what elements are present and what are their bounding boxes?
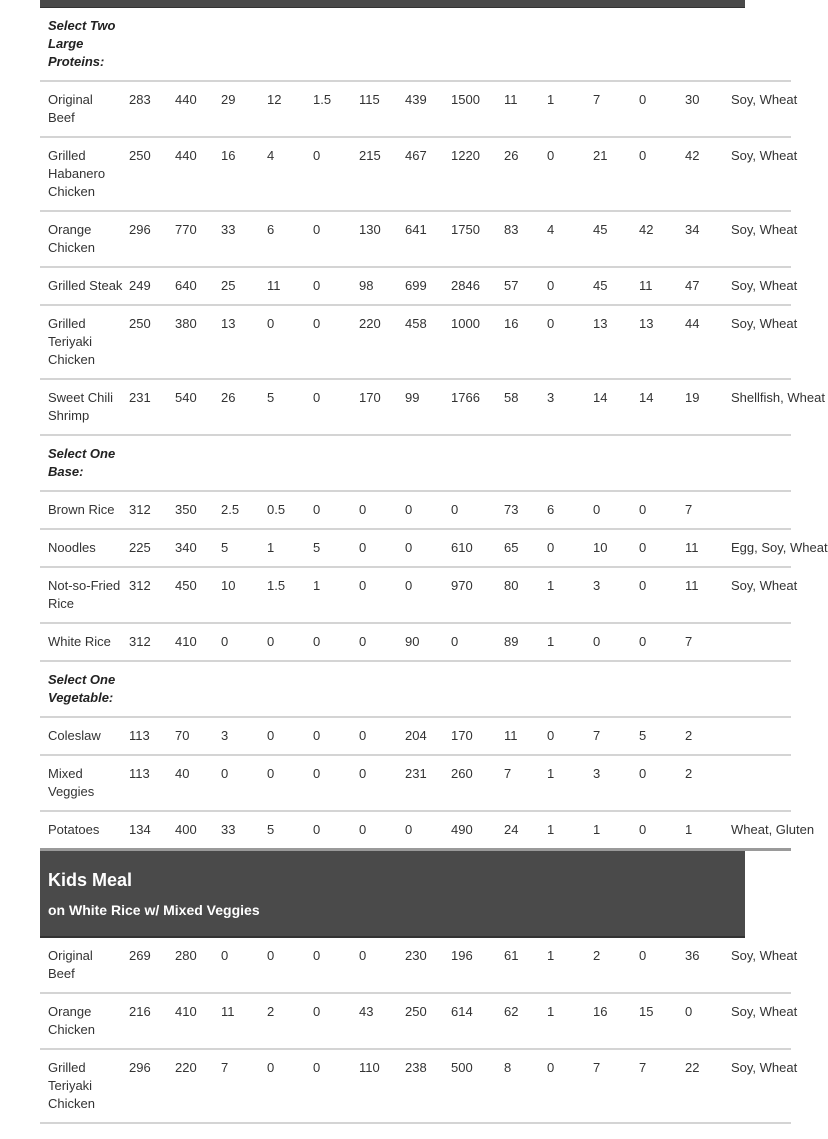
- nutrition-value: 10: [221, 578, 236, 593]
- kids-meal-table: [40, 938, 798, 1124]
- section-filler: [129, 8, 791, 81]
- nutrition-value: 0: [685, 1004, 693, 1019]
- nutrition-value: Soy, Wheat: [731, 148, 798, 163]
- nutrition-value: 0: [639, 92, 647, 107]
- nutrition-value: 0: [451, 634, 459, 649]
- item-name: Original Beef: [48, 92, 93, 125]
- nutrition-value: 296: [129, 1060, 151, 1075]
- item-name: Not-so-Fried Rice: [48, 578, 121, 611]
- nutrition-value: 22: [685, 1060, 700, 1075]
- nutrition-value: 220: [175, 1060, 197, 1075]
- table-row: [40, 379, 791, 435]
- nutrition-value: 1: [593, 822, 601, 837]
- nutrition-value: 16: [221, 148, 236, 163]
- table-row: [40, 491, 791, 529]
- nutrition-value: Shellfish, Wheat: [731, 390, 825, 405]
- nutrition-value: 21: [593, 148, 608, 163]
- nutrition-value: 7: [593, 92, 601, 107]
- nutrition-value: 0.5: [267, 502, 286, 517]
- nutrition-value: 5: [267, 390, 275, 405]
- nutrition-value: 7: [685, 502, 693, 517]
- nutrition-value: 250: [129, 316, 151, 331]
- nutrition-table-container: [40, 0, 828, 1124]
- item-name: Noodles: [48, 540, 96, 555]
- nutrition-value: 6: [547, 502, 555, 517]
- item-name: Grilled Habanero Chicken: [48, 148, 106, 199]
- item-name: Orange Chicken: [48, 222, 95, 255]
- nutrition-value: 0: [313, 728, 321, 743]
- nutrition-value: 0: [267, 634, 275, 649]
- table-row: [40, 623, 791, 661]
- nutrition-value: [731, 623, 791, 661]
- nutrition-value: 113: [129, 728, 150, 743]
- nutrition-value: 2: [593, 948, 601, 963]
- nutrition-value: 43: [359, 1004, 374, 1019]
- nutrition-value: 73: [504, 502, 519, 517]
- nutrition-value: 0: [639, 502, 647, 517]
- nutrition-value: 0: [359, 578, 367, 593]
- nutrition-value: 260: [451, 766, 473, 781]
- section-header-row: [40, 8, 791, 81]
- nutrition-value: 196: [451, 948, 473, 963]
- nutrition-value: 0: [313, 222, 321, 237]
- nutrition-value: 0: [593, 502, 601, 517]
- nutrition-value: 2.5: [221, 502, 240, 517]
- nutrition-value: 10: [593, 540, 608, 555]
- nutrition-value: 3: [593, 578, 601, 593]
- nutrition-value: 1220: [451, 148, 480, 163]
- nutrition-value: 231: [405, 766, 427, 781]
- nutrition-value: 0: [547, 316, 555, 331]
- nutrition-value: 0: [221, 766, 229, 781]
- nutrition-value: 13: [639, 316, 654, 331]
- nutrition-value: 4: [267, 148, 275, 163]
- nutrition-value: 0: [639, 822, 647, 837]
- nutrition-value: 1: [547, 766, 555, 781]
- nutrition-value: 7: [221, 1060, 229, 1075]
- nutrition-value: 113: [129, 766, 150, 781]
- table-row: [40, 717, 791, 755]
- nutrition-value: 250: [405, 1004, 427, 1019]
- nutrition-value: 0: [313, 316, 321, 331]
- nutrition-value: 8: [504, 1060, 512, 1075]
- nutrition-value: 0: [221, 634, 229, 649]
- table-row: [40, 529, 791, 567]
- nutrition-value: 5: [267, 822, 275, 837]
- nutrition-value: 458: [405, 316, 427, 331]
- table-row: [40, 305, 791, 379]
- nutrition-value: 115: [359, 92, 380, 107]
- nutrition-value: 0: [313, 948, 321, 963]
- nutrition-value: 312: [129, 578, 151, 593]
- nutrition-value: 280: [175, 948, 197, 963]
- nutrition-value: 7: [593, 728, 601, 743]
- nutrition-value: 2846: [451, 278, 480, 293]
- nutrition-value: 170: [451, 728, 473, 743]
- nutrition-value: Soy, Wheat: [731, 578, 798, 593]
- nutrition-value: 58: [504, 390, 519, 405]
- nutrition-value: 225: [129, 540, 151, 555]
- nutrition-value: 1: [547, 578, 555, 593]
- nutrition-value: 215: [359, 148, 381, 163]
- nutrition-value: 29: [221, 92, 236, 107]
- nutrition-value: 0: [313, 502, 321, 517]
- nutrition-value: 65: [504, 540, 519, 555]
- nutrition-value: 110: [359, 1060, 380, 1075]
- nutrition-value: Egg, Soy, Wheat: [731, 540, 828, 555]
- table-row: [40, 567, 791, 623]
- table-row: [40, 938, 791, 993]
- nutrition-value: 170: [359, 390, 381, 405]
- section-filler: [129, 435, 791, 491]
- nutrition-value: Soy, Wheat: [731, 316, 798, 331]
- nutrition-value: 14: [593, 390, 608, 405]
- nutrition-value: 70: [175, 728, 190, 743]
- nutrition-value: 0: [639, 766, 647, 781]
- nutrition-value: 0: [359, 766, 367, 781]
- section-header: Select One Base:: [48, 446, 116, 479]
- nutrition-value: 640: [175, 278, 197, 293]
- nutrition-value: 0: [267, 316, 275, 331]
- nutrition-value: 33: [221, 222, 236, 237]
- nutrition-value: 0: [359, 728, 367, 743]
- nutrition-value: 7: [593, 1060, 601, 1075]
- table-row: [40, 755, 791, 811]
- item-name: Grilled Teriyaki Chicken: [48, 1060, 95, 1111]
- nutrition-value: 40: [175, 766, 190, 781]
- nutrition-value: 1.5: [313, 92, 332, 107]
- nutrition-value: 0: [313, 766, 321, 781]
- nutrition-value: 1: [547, 822, 555, 837]
- nutrition-value: 4: [547, 222, 555, 237]
- nutrition-value: Wheat, Gluten: [731, 822, 815, 837]
- nutrition-value: 216: [129, 1004, 151, 1019]
- nutrition-value: 44: [685, 316, 700, 331]
- nutrition-value: 11: [504, 728, 518, 743]
- nutrition-value: Soy, Wheat: [731, 1004, 798, 1019]
- nutrition-value: 3: [593, 766, 601, 781]
- nutrition-value: [731, 717, 791, 755]
- nutrition-value: 0: [547, 728, 555, 743]
- nutrition-value: 80: [504, 578, 519, 593]
- nutrition-value: 770: [175, 222, 197, 237]
- nutrition-value: 1750: [451, 222, 480, 237]
- nutrition-value: 440: [175, 148, 197, 163]
- section-header: Select Two Large Proteins:: [48, 18, 116, 69]
- nutrition-value: 3: [221, 728, 229, 743]
- nutrition-value: Soy, Wheat: [731, 92, 798, 107]
- table-row: [40, 811, 791, 850]
- nutrition-value: 439: [405, 92, 427, 107]
- nutrition-value: 7: [504, 766, 512, 781]
- nutrition-value: 249: [129, 278, 151, 293]
- nutrition-value: 410: [175, 1004, 197, 1019]
- nutrition-value: 11: [504, 92, 518, 107]
- nutrition-value: 0: [267, 948, 275, 963]
- nutrition-value: 99: [405, 390, 420, 405]
- nutrition-value: 1.5: [267, 578, 286, 593]
- nutrition-value: 269: [129, 948, 151, 963]
- section-filler: [129, 661, 791, 717]
- nutrition-value: 0: [267, 766, 275, 781]
- nutrition-value: 11: [267, 278, 281, 293]
- nutrition-value: 400: [175, 822, 197, 837]
- nutrition-value: 26: [504, 148, 519, 163]
- nutrition-value: 614: [451, 1004, 473, 1019]
- nutrition-value: 0: [359, 822, 367, 837]
- nutrition-value: 467: [405, 148, 427, 163]
- nutrition-value: 0: [267, 728, 275, 743]
- nutrition-value: 1: [547, 634, 555, 649]
- table-row: [40, 993, 791, 1049]
- nutrition-value: 0: [313, 148, 321, 163]
- nutrition-value: 1: [547, 948, 555, 963]
- nutrition-value: 380: [175, 316, 197, 331]
- nutrition-value: 5: [639, 728, 647, 743]
- nutrition-value: 0: [639, 578, 647, 593]
- nutrition-value: 11: [685, 540, 699, 555]
- nutrition-value: 0: [359, 540, 367, 555]
- table-row: [40, 137, 791, 211]
- nutrition-value: 610: [451, 540, 473, 555]
- nutrition-value: 0: [639, 948, 647, 963]
- nutrition-value: 0: [405, 540, 413, 555]
- nutrition-value: 42: [685, 148, 700, 163]
- item-name: Potatoes: [48, 822, 100, 837]
- nutrition-value: 0: [313, 822, 321, 837]
- nutrition-value: 250: [129, 148, 151, 163]
- nutrition-value: 450: [175, 578, 197, 593]
- table-header-bar: [40, 0, 745, 8]
- nutrition-value: 2: [685, 728, 693, 743]
- section-header-row: [40, 435, 791, 491]
- nutrition-value: 0: [313, 1004, 321, 1019]
- nutrition-value: 0: [593, 634, 601, 649]
- nutrition-value: 0: [313, 634, 321, 649]
- nutrition-value: 134: [129, 822, 151, 837]
- item-name: Brown Rice: [48, 502, 115, 517]
- nutrition-value: 1000: [451, 316, 480, 331]
- nutrition-value: 231: [129, 390, 151, 405]
- nutrition-value: [731, 755, 791, 811]
- nutrition-value: 34: [685, 222, 700, 237]
- nutrition-value: 699: [405, 278, 427, 293]
- nutrition-value: Soy, Wheat: [731, 278, 798, 293]
- nutrition-value: 0: [547, 1060, 555, 1075]
- item-name: Sweet Chili Shrimp: [48, 390, 114, 423]
- item-name: Grilled Teriyaki Chicken: [48, 316, 95, 367]
- nutrition-value: 24: [504, 822, 519, 837]
- nutrition-value: 16: [504, 316, 519, 331]
- nutrition-value: 16: [593, 1004, 608, 1019]
- nutrition-value: 13: [593, 316, 608, 331]
- nutrition-value: 0: [313, 1060, 321, 1075]
- nutrition-value: 45: [593, 278, 608, 293]
- nutrition-value: 89: [504, 634, 519, 649]
- table-row: [40, 211, 791, 267]
- nutrition-value: 1: [685, 822, 693, 837]
- nutrition-value: 0: [359, 634, 367, 649]
- nutrition-value: 45: [593, 222, 608, 237]
- table-row: [40, 81, 791, 137]
- nutrition-value: 0: [313, 390, 321, 405]
- nutrition-value: 238: [405, 1060, 427, 1075]
- nutrition-value: 3: [547, 390, 555, 405]
- nutrition-value: 0: [547, 278, 555, 293]
- nutrition-value: 0: [267, 1060, 275, 1075]
- nutrition-value: 47: [685, 278, 700, 293]
- nutrition-value: 204: [405, 728, 427, 743]
- nutrition-value: [731, 491, 791, 529]
- nutrition-value: 5: [313, 540, 321, 555]
- nutrition-value: 25: [221, 278, 236, 293]
- nutrition-value: 57: [504, 278, 519, 293]
- nutrition-value: 0: [451, 502, 459, 517]
- nutrition-value: 230: [405, 948, 427, 963]
- nutrition-value: 30: [685, 92, 700, 107]
- section-header-row: [40, 661, 791, 717]
- item-name: White Rice: [48, 634, 111, 649]
- nutrition-value: 540: [175, 390, 197, 405]
- nutrition-value: 62: [504, 1004, 519, 1019]
- nutrition-value: 0: [359, 502, 367, 517]
- kids-meal-subtitle: on White Rice w/ Mixed Veggies: [48, 902, 260, 918]
- nutrition-value: 312: [129, 502, 151, 517]
- nutrition-value: 220: [359, 316, 381, 331]
- nutrition-value: 350: [175, 502, 197, 517]
- nutrition-value: 13: [221, 316, 236, 331]
- kids-meal-header: [40, 851, 745, 938]
- nutrition-value: 83: [504, 222, 519, 237]
- nutrition-value: 0: [639, 634, 647, 649]
- nutrition-value: 130: [359, 222, 381, 237]
- nutrition-value: 19: [685, 390, 700, 405]
- item-name: Coleslaw: [48, 728, 101, 743]
- nutrition-value: 1: [547, 92, 555, 107]
- nutrition-value: 0: [405, 822, 413, 837]
- nutrition-value: 7: [685, 634, 693, 649]
- item-name: Grilled Steak: [48, 278, 123, 293]
- nutrition-value: 1: [267, 540, 275, 555]
- nutrition-value: 6: [267, 222, 275, 237]
- nutrition-value: 61: [504, 948, 519, 963]
- nutrition-value: 33: [221, 822, 236, 837]
- nutrition-value: 26: [221, 390, 236, 405]
- item-name: Original Beef: [48, 948, 93, 981]
- nutrition-value: 340: [175, 540, 197, 555]
- nutrition-value: 15: [639, 1004, 654, 1019]
- nutrition-value: 0: [405, 502, 413, 517]
- nutrition-value: 283: [129, 92, 151, 107]
- table-row: [40, 1049, 791, 1123]
- nutrition-value: 296: [129, 222, 151, 237]
- nutrition-value: 1766: [451, 390, 480, 405]
- nutrition-value: 0: [405, 578, 413, 593]
- nutrition-value: 0: [221, 948, 229, 963]
- nutrition-value: 641: [405, 222, 427, 237]
- nutrition-value: 11: [639, 278, 653, 293]
- nutrition-value: 2: [267, 1004, 275, 1019]
- nutrition-value: 490: [451, 822, 473, 837]
- item-name: Orange Chicken: [48, 1004, 95, 1037]
- nutrition-value: 500: [451, 1060, 473, 1075]
- section-header: Select One Vegetable:: [48, 672, 116, 705]
- nutrition-value: 14: [639, 390, 654, 405]
- nutrition-value: 11: [221, 1004, 235, 1019]
- nutrition-value: 312: [129, 634, 151, 649]
- nutrition-value: 98: [359, 278, 374, 293]
- nutrition-value: 2: [685, 766, 693, 781]
- nutrition-value: 1: [547, 1004, 555, 1019]
- nutrition-value: 0: [547, 148, 555, 163]
- kids-meal-title: Kids Meal: [48, 870, 133, 890]
- nutrition-value: Soy, Wheat: [731, 1060, 798, 1075]
- nutrition-value: 1500: [451, 92, 480, 107]
- nutrition-table: [40, 8, 828, 851]
- item-name: Mixed Veggies: [48, 766, 95, 799]
- nutrition-value: 1: [313, 578, 321, 593]
- nutrition-value: Soy, Wheat: [731, 222, 798, 237]
- nutrition-value: 0: [639, 540, 647, 555]
- nutrition-value: 0: [639, 148, 647, 163]
- nutrition-value: 970: [451, 578, 473, 593]
- nutrition-value: 36: [685, 948, 700, 963]
- nutrition-value: 90: [405, 634, 420, 649]
- nutrition-value: 0: [359, 948, 367, 963]
- nutrition-value: 12: [267, 92, 282, 107]
- nutrition-value: 0: [313, 278, 321, 293]
- nutrition-value: 11: [685, 578, 699, 593]
- nutrition-value: 440: [175, 92, 197, 107]
- nutrition-value: 5: [221, 540, 229, 555]
- nutrition-value: Soy, Wheat: [731, 948, 798, 963]
- nutrition-value: 42: [639, 222, 654, 237]
- table-row: [40, 267, 791, 305]
- nutrition-value: 7: [639, 1060, 647, 1075]
- nutrition-value: 0: [547, 540, 555, 555]
- nutrition-value: 410: [175, 634, 197, 649]
